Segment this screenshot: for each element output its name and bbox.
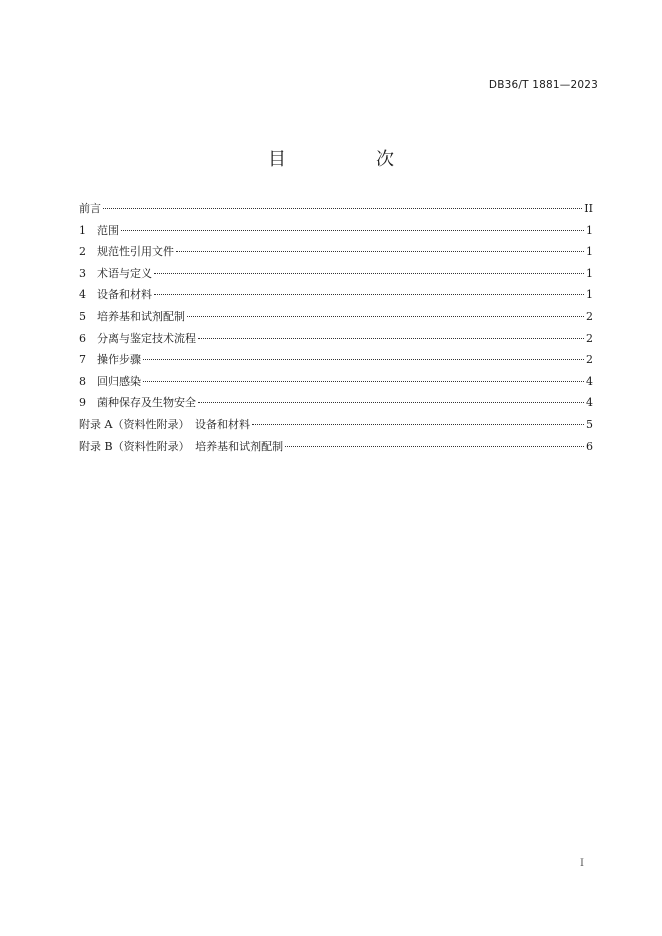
toc-entry-5[interactable] xyxy=(79,306,593,328)
toc-entry-number: 6 xyxy=(79,331,86,345)
toc-leader-dots xyxy=(143,381,584,382)
toc-entry-page: 2 xyxy=(586,353,593,367)
toc-entry-label: 培养基和试剂配制 xyxy=(97,309,185,323)
toc-entry-page: 4 xyxy=(586,374,593,388)
toc-entry-foreword[interactable] xyxy=(79,198,593,220)
toc-entry-6[interactable] xyxy=(79,328,593,350)
toc-leader-dots xyxy=(252,424,584,425)
toc-entry-number: 9 xyxy=(79,396,86,410)
toc-leader-dots xyxy=(154,294,584,295)
page-number: I xyxy=(580,858,584,869)
toc-entry-7[interactable] xyxy=(79,349,593,371)
toc-entry-1[interactable] xyxy=(79,220,593,242)
toc-leader-dots xyxy=(121,230,584,231)
toc-entry-label: 附录 A（资料性附录） 设备和材料 xyxy=(79,417,250,431)
toc-entry-page: II xyxy=(584,202,593,215)
toc-leader-dots xyxy=(103,208,582,209)
toc-entry-page: 1 xyxy=(586,266,593,280)
toc-leader-dots xyxy=(187,316,584,317)
toc-entry-page: 1 xyxy=(586,223,593,237)
toc-entry-page: 1 xyxy=(586,288,593,302)
toc-entry-number: 8 xyxy=(79,374,86,388)
toc-leader-dots xyxy=(176,251,584,252)
toc-entry-label: 术语与定义 xyxy=(97,266,152,280)
toc-entry-label: 分离与鉴定技术流程 xyxy=(97,331,196,345)
toc-entry-number: 3 xyxy=(79,266,86,280)
toc-entry-3[interactable] xyxy=(79,263,593,285)
toc-entry-number: 4 xyxy=(79,288,86,302)
toc-entry-8[interactable] xyxy=(79,371,593,393)
toc-entry-4[interactable] xyxy=(79,284,593,306)
toc-entry-label: 设备和材料 xyxy=(97,288,152,302)
document-code: DB36/T 1881—2023 xyxy=(488,79,598,91)
toc-entry-label: 前言 xyxy=(79,202,101,215)
toc-entry-page: 5 xyxy=(586,417,593,431)
toc-entry-number: 5 xyxy=(79,309,86,323)
toc-entry-number: 1 xyxy=(79,223,86,237)
toc-entry-page: 4 xyxy=(586,396,593,410)
toc-leader-dots xyxy=(154,273,584,274)
toc-leader-dots xyxy=(198,338,584,339)
toc-entry-9[interactable] xyxy=(79,392,593,414)
toc-entry-label: 操作步骤 xyxy=(97,353,141,367)
table-of-contents xyxy=(79,198,593,457)
toc-leader-dots xyxy=(285,446,584,447)
toc-entry-appendix-b[interactable] xyxy=(79,436,593,458)
toc-entry-page: 2 xyxy=(586,309,593,323)
toc-entry-page: 6 xyxy=(586,439,593,453)
toc-entry-label: 菌种保存及生物安全 xyxy=(97,396,196,410)
toc-entry-page: 2 xyxy=(586,331,593,345)
toc-entry-appendix-a[interactable] xyxy=(79,414,593,436)
toc-leader-dots xyxy=(143,359,584,360)
toc-title: 目 次 xyxy=(268,149,430,170)
toc-entry-label: 范围 xyxy=(97,223,119,237)
toc-leader-dots xyxy=(198,402,584,403)
toc-entry-page: 1 xyxy=(586,245,593,259)
toc-entry-number: 7 xyxy=(79,353,86,367)
toc-entry-2[interactable] xyxy=(79,241,593,263)
toc-entry-number: 2 xyxy=(79,245,86,259)
toc-entry-label: 规范性引用文件 xyxy=(97,245,174,259)
toc-entry-label: 附录 B（资料性附录） 培养基和试剂配制 xyxy=(79,439,284,453)
toc-entry-label: 回归感染 xyxy=(97,374,141,388)
